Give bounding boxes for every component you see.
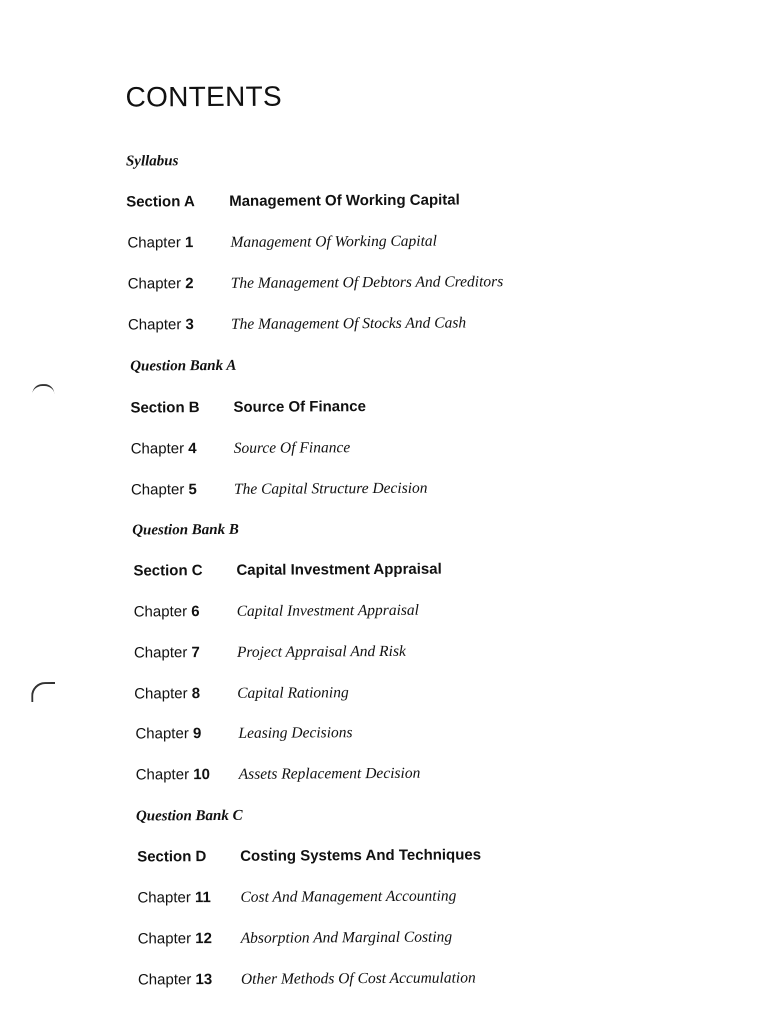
- chapter-number: 7: [191, 644, 199, 661]
- chapter-label: Chapter 11: [137, 889, 211, 906]
- section-title: Source Of Finance: [233, 398, 366, 416]
- chapter-label: Chapter 12: [138, 930, 212, 947]
- chapter-title: Leasing Decisions: [238, 724, 352, 743]
- chapter-number: 8: [192, 685, 200, 702]
- section-label: Section A: [126, 193, 195, 210]
- chapter-number: 13: [195, 971, 212, 988]
- chapter-label: Chapter 10: [136, 766, 210, 783]
- chapter-label: Chapter 8: [134, 685, 200, 702]
- chapter-label: Chapter 7: [134, 644, 200, 661]
- chapter-label: Chapter 4: [131, 440, 197, 457]
- section-title: Capital Investment Appraisal: [236, 561, 441, 579]
- chapter-number: 2: [185, 275, 193, 292]
- chapter-number: 1: [185, 234, 193, 251]
- section-label: Section D: [137, 848, 206, 865]
- chapter-label: Chapter 13: [138, 971, 212, 988]
- chapter-number: 9: [193, 725, 201, 742]
- section-title: Costing Systems And Techniques: [240, 846, 481, 864]
- question-bank-a-heading: Question Bank A: [130, 358, 236, 376]
- chapter-number: 11: [195, 889, 211, 906]
- chapter-label: Chapter 3: [128, 316, 194, 333]
- chapter-label: Chapter 6: [134, 603, 200, 620]
- question-bank-c-heading: Question Bank C: [136, 808, 243, 826]
- chapter-label: Chapter 9: [135, 725, 201, 742]
- chapter-title: Absorption And Marginal Costing: [241, 929, 453, 948]
- section-title: Management Of Working Capital: [229, 192, 460, 210]
- chapter-title: Management Of Working Capital: [230, 233, 437, 252]
- chapter-title: Assets Replacement Decision: [239, 765, 421, 784]
- chapter-number: 4: [188, 440, 196, 457]
- punch-mark: [31, 682, 55, 702]
- chapter-title: Capital Investment Appraisal: [237, 602, 419, 621]
- chapter-title: The Management Of Stocks And Cash: [231, 314, 466, 333]
- contents-list: [0, 0, 774, 2]
- chapter-number: 12: [195, 930, 212, 947]
- chapter-label: Chapter 1: [127, 234, 193, 251]
- syllabus-heading: Syllabus: [126, 153, 179, 170]
- chapter-title: Other Methods Of Cost Accumulation: [241, 969, 476, 988]
- chapter-label: Chapter 2: [128, 275, 194, 292]
- section-label: Section C: [133, 562, 202, 579]
- question-bank-b-heading: Question Bank B: [132, 522, 239, 540]
- chapter-title: Cost And Management Accounting: [240, 888, 456, 907]
- chapter-number: 5: [188, 481, 196, 498]
- chapter-number: 10: [193, 766, 210, 783]
- chapter-title: Project Appraisal And Risk: [237, 643, 406, 662]
- section-label: Section B: [130, 399, 199, 416]
- chapter-title: Source Of Finance: [234, 439, 351, 458]
- chapter-title: The Capital Structure Decision: [234, 480, 428, 499]
- chapter-title: The Management Of Debtors And Creditors: [231, 273, 504, 293]
- punch-mark: [32, 384, 54, 396]
- chapter-label: Chapter 5: [131, 481, 197, 498]
- chapter-title: Capital Rationing: [237, 684, 349, 703]
- chapter-number: 6: [191, 603, 199, 620]
- chapter-number: 3: [185, 316, 193, 333]
- page-title: CONTENTS: [125, 81, 282, 114]
